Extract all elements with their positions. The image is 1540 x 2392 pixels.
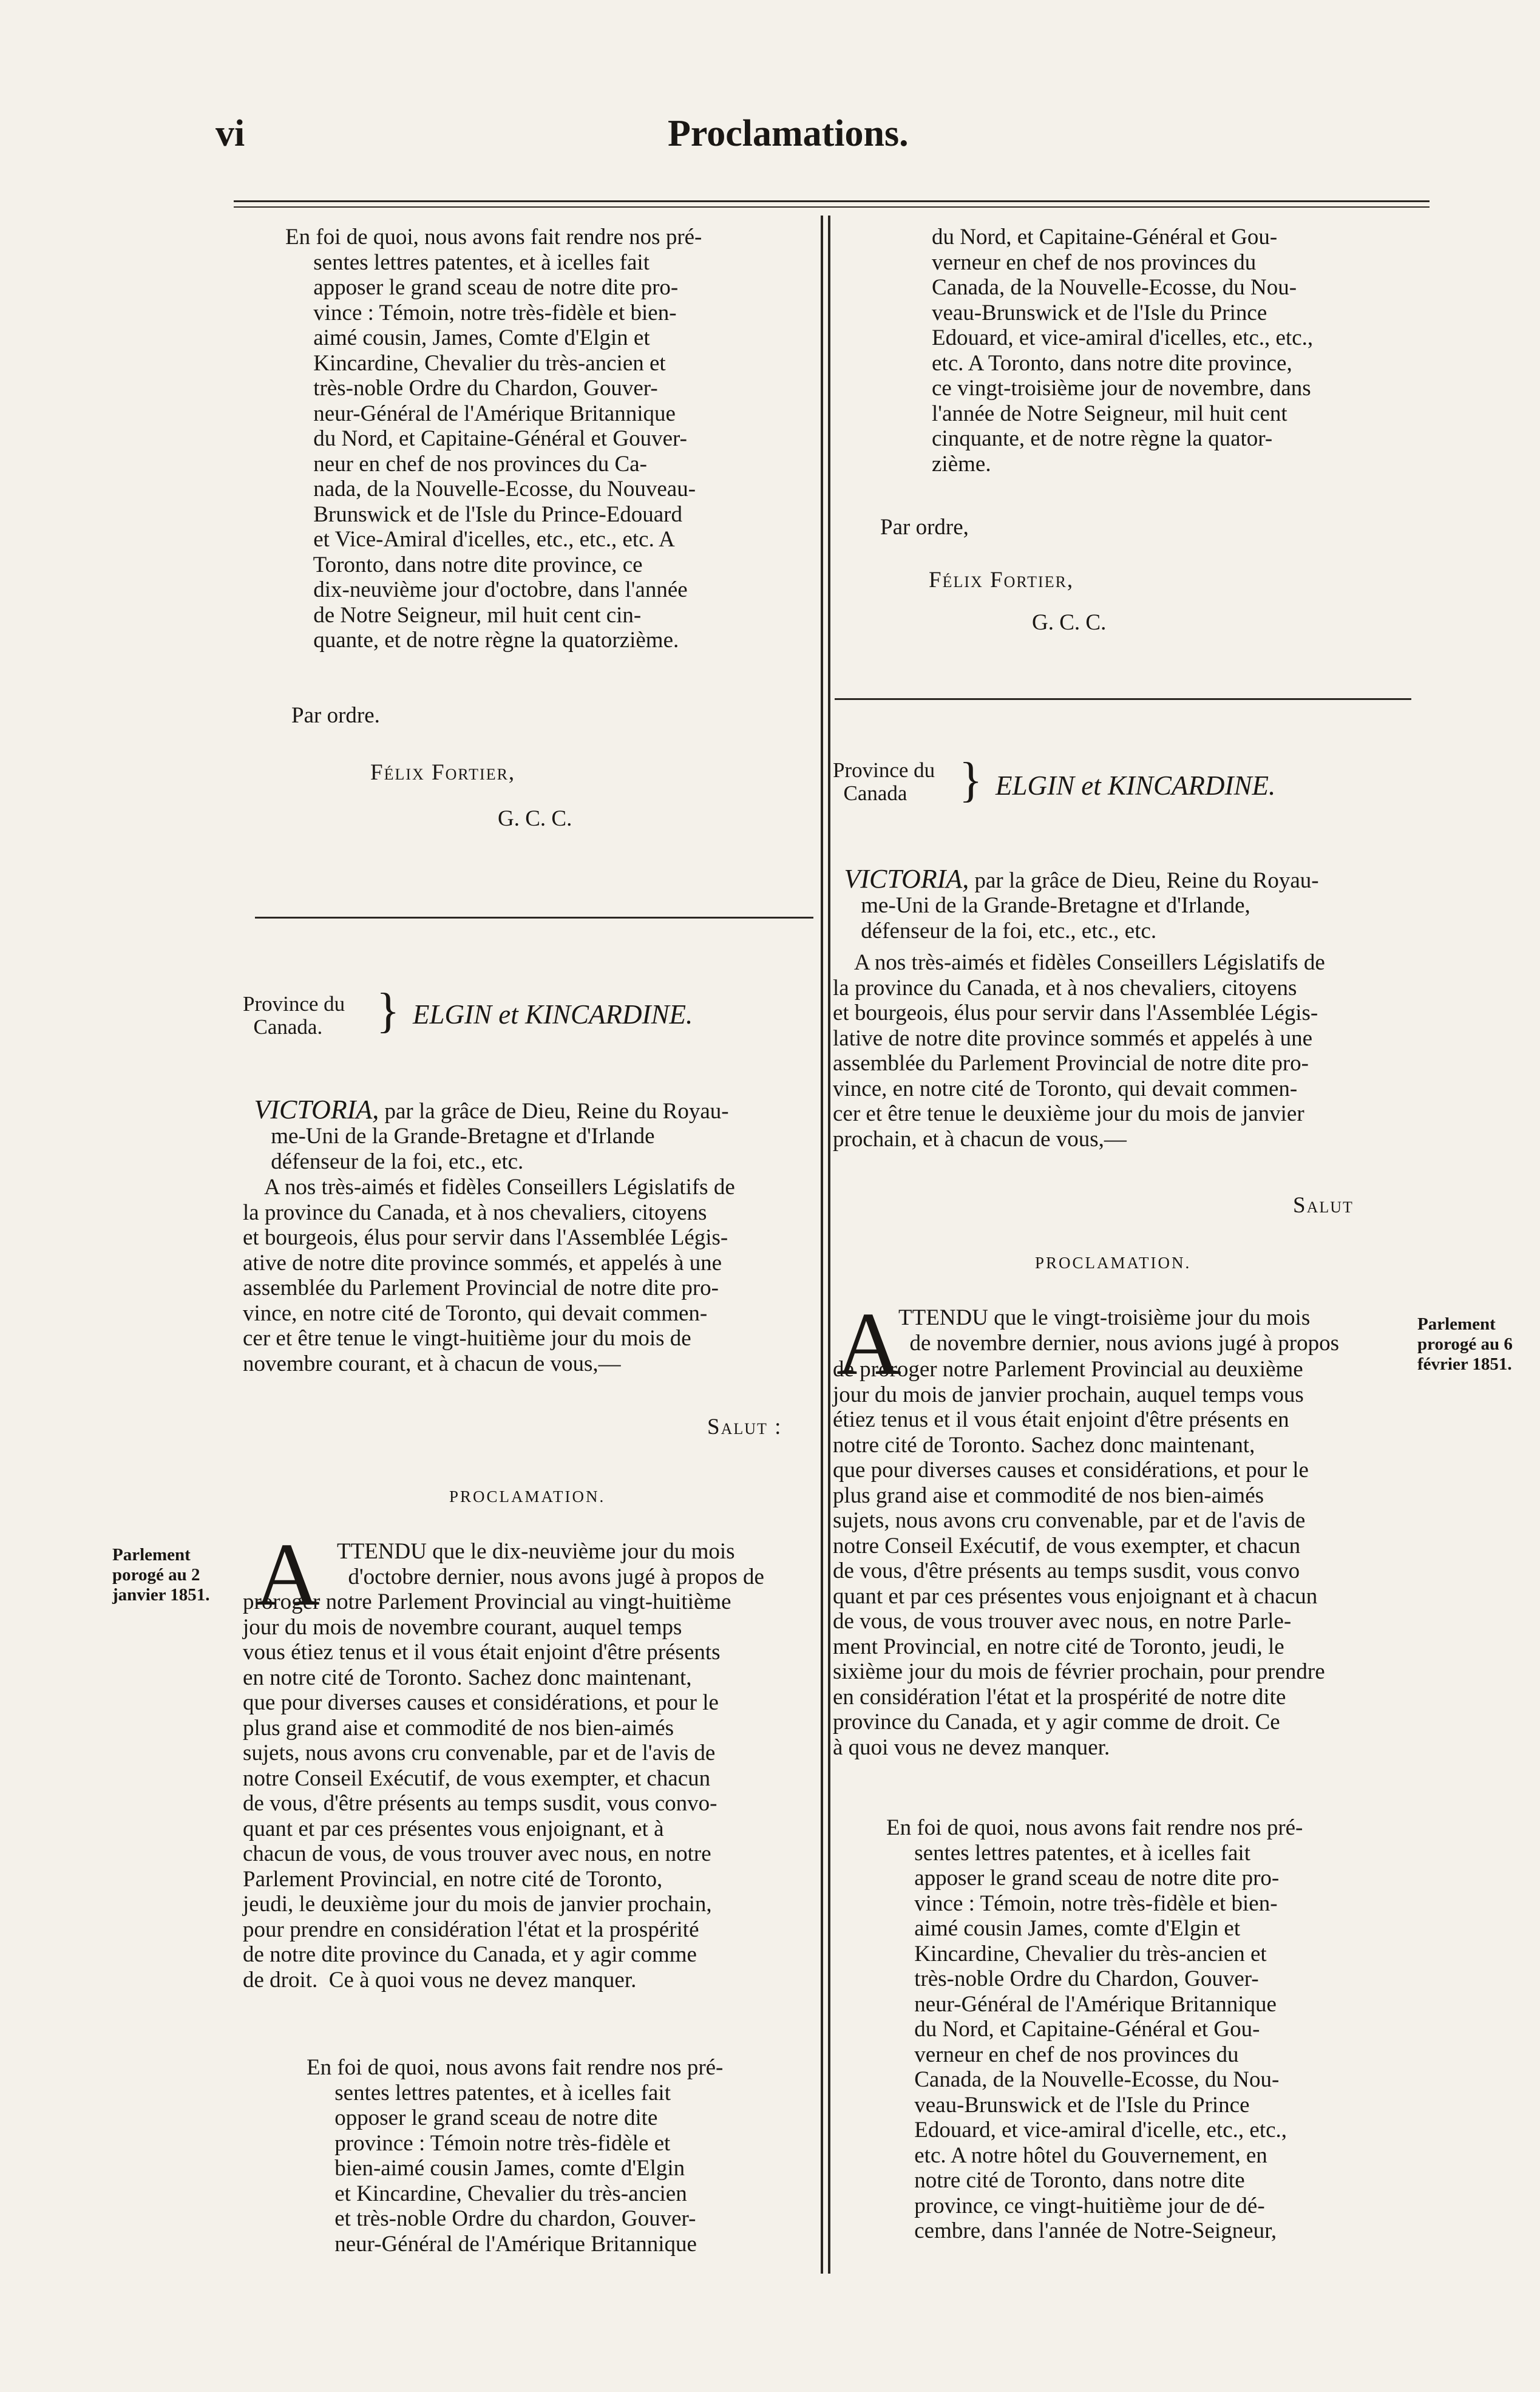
- left-margin-note: Parlement porogé au 2 janvier 1851.: [112, 1545, 210, 1605]
- right-brace: }: [959, 753, 983, 807]
- left-closing-text-1: En foi de quoi, nous avons fait rendre nos pré- sentes lettres patentes, et à icelles fait apposer le grand sceau de notre dite pro- vince : Témoin, notre très-fidèle et bien- aimé cousin, James, Comte d'Elgin et Kincardine, Chevalier du très-ancien et très-noble Ordre du Chardon, Gouver- neur-Général de l'Amérique Britannique du Nord, et Capitaine-Général et Gouver- neur en chef de nos provinces du Ca- nada, de la Nouvelle-Ecosse, du Nouveau- Brunswick et de l'Isle du Prince-Edouard et Vice-Amiral d'icelles, etc., etc., etc. A Toronto, dans notre dite province, ce dix-neuvième jour d'octobre, dans l'année de Notre Seigneur, mil huit cent cin- quante, et de notre règne la quatorzième.: [285, 225, 702, 653]
- left-drop-cap: A: [255, 1525, 320, 1625]
- left-par-ordre: Par ordre.: [291, 703, 380, 728]
- right-drop-cap: A: [836, 1294, 901, 1394]
- left-body-text: proroger notre Parlement Provincial au vingt-huitième jour du mois de novembre courant, auquel temps vous étiez tenus et il vous était enjoint d'être présents en notre cité de Toronto. Sachez donc maintenant, que pour diverses causes et considérations, et pour le plus grand aise et commodité de nos bien-aimés sujets, nous avons cru convenable, par et de l'avis de notre Conseil Exécutif, de vous exempter, et chacun de vous, d'être présents au temps susdit, vous convo- quant et par ces présentes vous enjoignant, et à chacun de vous, de vous trouver avec nous, en notre Parlement Provincial, en notre cité de Toronto, jeudi, le deuxième jour du mois de janvier prochain, pour prendre en considération l'état et la prospérité de notre dite province du Canada, et y agir comme de droit. Ce à quoi vous ne devez manquer.: [243, 1589, 731, 1993]
- right-victoria-text: par la grâce de Dieu, Reine du Royau- me-Uni de la Grande-Bretagne et d'Irlande, défenseur de la foi, etc., etc., etc.: [861, 868, 1319, 943]
- right-province-label: Province du Canada: [833, 758, 935, 805]
- right-proclamation-heading: PROCLAMATION.: [1035, 1254, 1192, 1272]
- right-body-first-lines: TTENDU que le vingt-troisième jour du mois de novembre dernier, nous avions jugé à propos: [898, 1305, 1339, 1356]
- left-salut: Salut :: [707, 1415, 782, 1439]
- column-divider-second: [828, 216, 830, 2274]
- header-rule-thin: [234, 206, 1430, 208]
- page-number: vi: [215, 113, 245, 154]
- left-proclamation-heading: PROCLAMATION.: [449, 1487, 606, 1506]
- left-closing-text-2: En foi de quoi, nous avons fait rendre nos pré- sentes lettres patentes, et à icelles fait opposer le grand sceau de notre dite province : Témoin notre très-fidèle et bien-aimé cousin James, comte d'Elgin et Kincardine, Chevalier du très-ancien et très-noble Ordre du chardon, Gouver- neur-Général de l'Amérique Britannique: [307, 2055, 724, 2257]
- left-brace: }: [376, 984, 400, 1038]
- right-victoria-name: VICTORIA,: [844, 863, 969, 894]
- right-signatory: Félix Fortier,: [929, 568, 1074, 593]
- left-province-label: Province du Canada.: [243, 992, 345, 1039]
- right-margin-note: Parlement prorogé au 6 février 1851.: [1417, 1314, 1513, 1374]
- right-address: A nos très-aimés et fidèles Conseillers Législatifs de la province du Canada, et à nos chevaliers, citoyens et bourgeois, élus pour servir dans l'Assemblée Légis- lative de notre dite province sommés et appelés à une assemblée du Parlement Provincial de notre dite pro- vince, en notre cité de Toronto, qui devait commen- cer et être tenue le deuxième jour du mois de janvier prochain, et à chacun de vous,—: [833, 950, 1325, 1152]
- left-signatory-title: G. C. C.: [498, 806, 572, 831]
- right-signatory-title: G. C. C.: [1032, 610, 1107, 635]
- right-closing-text-2: En foi de quoi, nous avons fait rendre nos pré- sentes lettres patentes, et à icelles fait apposer le grand sceau de notre dite pro- vince : Témoin, notre très-fidèle et bien- aimé cousin James, comte d'Elgin et Kincardine, Chevalier du très-ancien et très-noble Ordre du Chardon, Gouver- neur-Général de l'Amérique Britannique du Nord, et Capitaine-Général et Gou- verneur en chef de nos provinces du Canada, de la Nouvelle-Ecosse, du Nou- veau-Brunswick et de l'Isle du Prince Edouard, et vice-amiral d'icelle, etc., etc., etc. A notre hôtel du Gouvernement, en notre cité de Toronto, dans notre dite province, ce vingt-huitième jour de dé- cembre, dans l'année de Notre-Seigneur,: [886, 1815, 1303, 2243]
- right-governor-name: ELGIN et KINCARDINE.: [996, 770, 1276, 801]
- left-signatory: Félix Fortier,: [370, 760, 516, 785]
- right-par-ordre: Par ordre,: [880, 515, 969, 540]
- column-divider: [821, 216, 823, 2274]
- left-victoria-name: VICTORIA,: [254, 1094, 379, 1124]
- right-section-rule: [835, 698, 1411, 700]
- left-address: A nos très-aimés et fidèles Conseillers Législatifs de la province du Canada, et à nos chevaliers, citoyens et bourgeois, élus pour servir dans l'Assemblée Légis- ative de notre dite province sommés, et appelés à une assemblée du Parlement Provincial de notre dite pro- vince, en notre cité de Toronto, qui devait commen- cer et être tenue le vingt-huitième jour du mois de novembre courant, et à chacun de vous,—: [243, 1175, 735, 1376]
- header-rule: [234, 200, 1430, 202]
- right-body-text: de proroger notre Parlement Provincial au deuxième jour du mois de janvier prochain, auquel temps vous étiez tenus et il vous était enjoint d'être présents en notre cité de Toronto. Sachez donc maintenant, que pour diverses causes et considérations, et pour le plus grand aise et commodité de nos bien-aimés sujets, nous avons cru convenable, par et de l'avis de notre Conseil Exécutif, de vous exempter, et chacun de vous, d'être présents au temps susdit, vous convo quant et par ces présentes vous enjoignant et à chacun de vous, de vous trouver avec nous, en notre Parle- ment Provincial, en notre cité de Toronto, jeudi, le sixième jour du mois de février prochain, pour prendre en considération l'état et la prospérité de notre dite province du Canada, et y agir comme de droit. Ce à quoi vous ne devez manquer.: [833, 1357, 1325, 1760]
- page-title: Proclamations.: [668, 113, 909, 154]
- right-salut: Salut: [1293, 1193, 1354, 1218]
- left-victoria-text: par la grâce de Dieu, Reine du Royau- me-Uni de la Grande-Bretagne et d'Irlande défenseur de la foi, etc., etc.: [271, 1098, 729, 1174]
- left-body-first-lines: TTENDU que le dix-neuvième jour du mois d'octobre dernier, nous avons jugé à propos de: [337, 1539, 764, 1589]
- left-section-rule: [255, 917, 813, 919]
- left-governor-name: ELGIN et KINCARDINE.: [413, 999, 693, 1030]
- right-closing-text-1: du Nord, et Capitaine-Général et Gou- verneur en chef de nos provinces du Canada, de la Nouvelle-Ecosse, du Nou- veau-Brunswick et de l'Isle du Prince Edouard, et vice-amiral d'icelles, etc., etc., etc. A Toronto, dans notre dite province, ce vingt-troisième jour de novembre, dans l'année de Notre Seigneur, mil huit cent cinquante, et de notre règne la quator- zième.: [932, 225, 1314, 477]
